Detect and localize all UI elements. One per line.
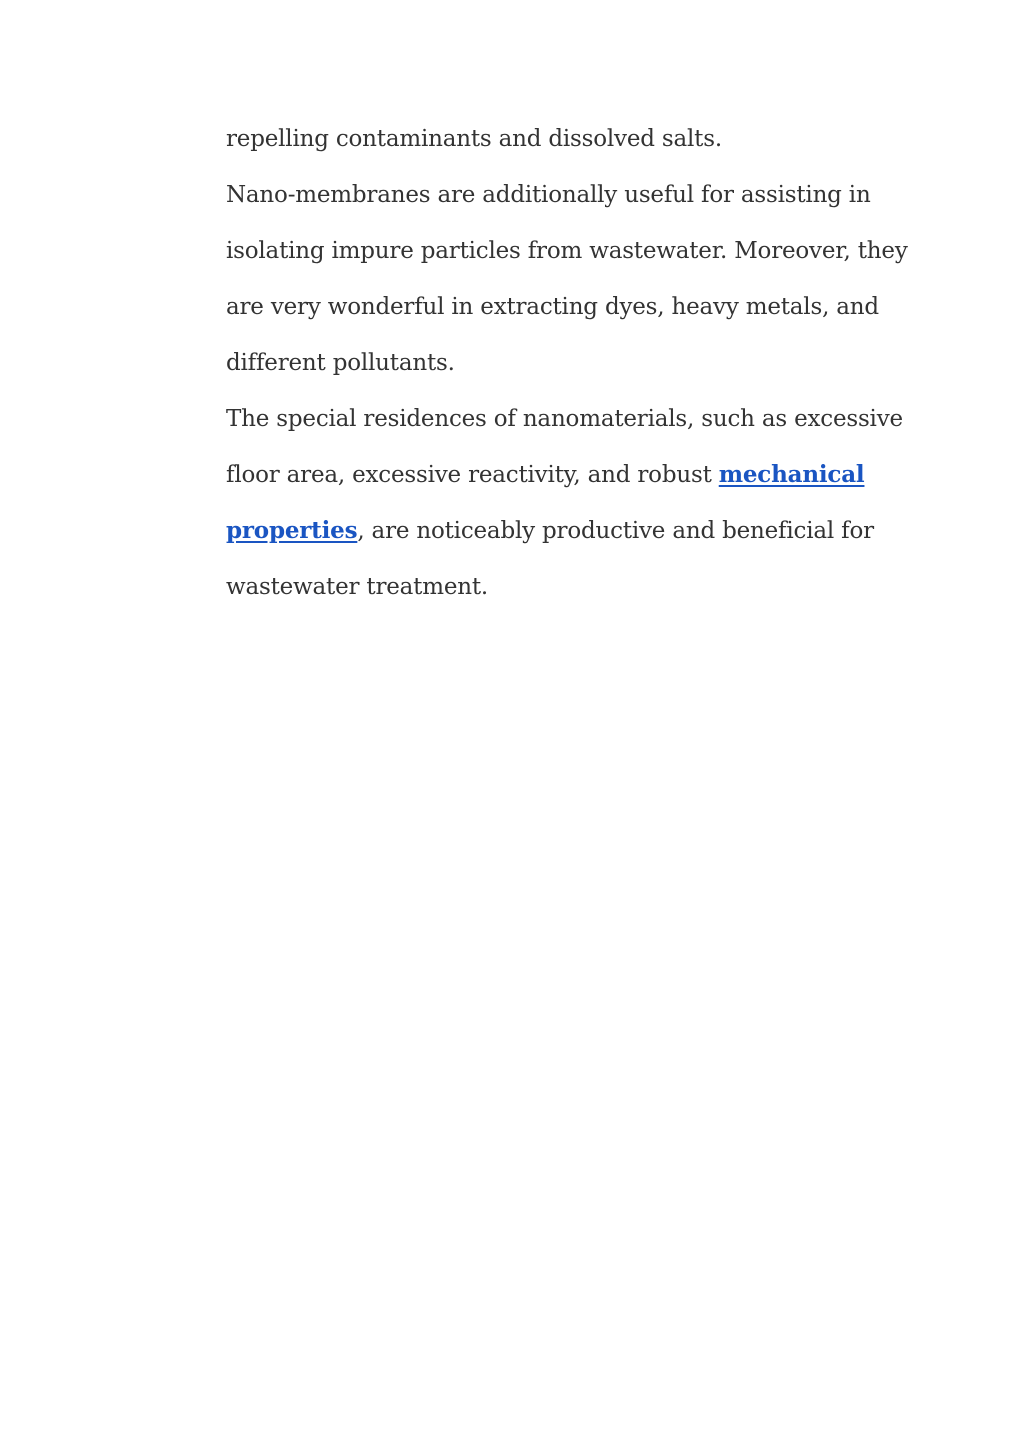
paragraph-text-after-link: , are noticeably productive and beneficial for wastewater treatment. — [226, 518, 874, 600]
mechanical-properties-link[interactable]: mechanical properties — [226, 461, 865, 544]
paragraph-nanomaterials — [226, 391, 916, 615]
paragraph-text-before-link: The special residences of nanomaterials, such as excessive floor area, excessive reactivity, and robust — [226, 406, 903, 488]
paragraph-salts: repelling contaminants and dissolved salts. — [226, 126, 722, 152]
body-text — [226, 111, 916, 615]
paragraph-nano-membranes: Nano-membranes are additionally useful for assisting in isolating impure particles from wastewater. Moreover, they are very wonderful in extracting dyes, heavy metals, and different pollutants. — [226, 182, 908, 376]
